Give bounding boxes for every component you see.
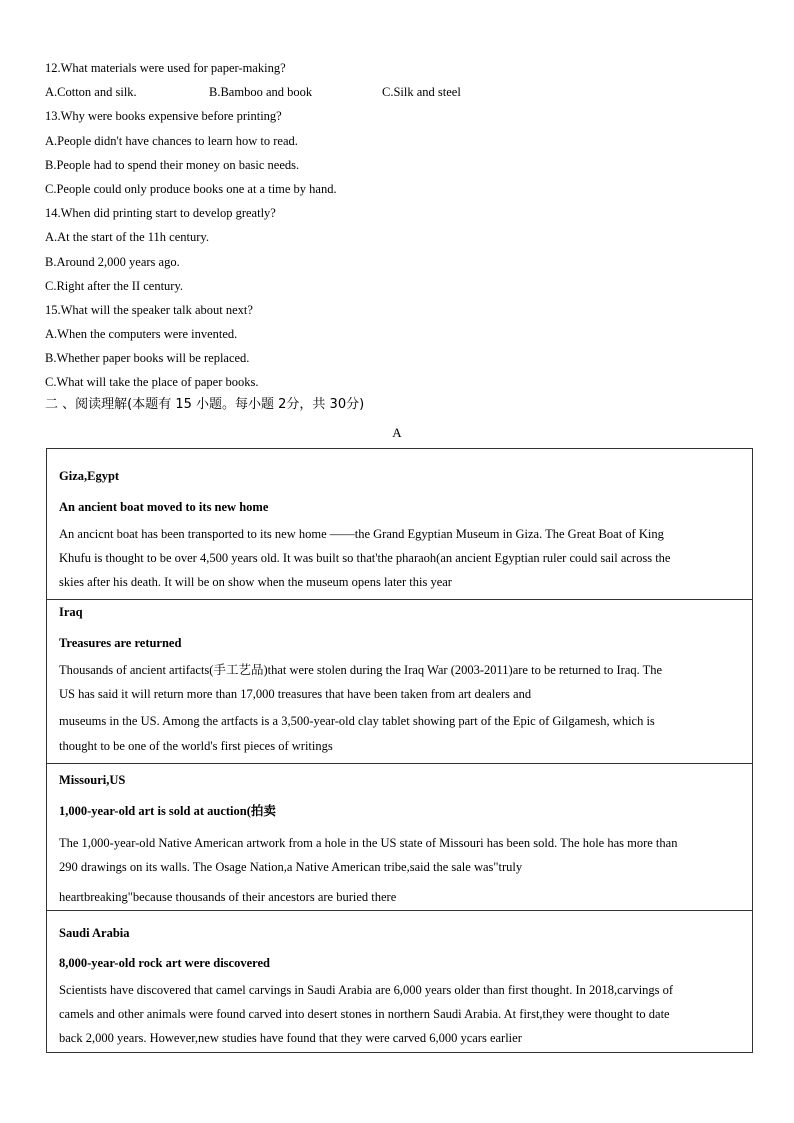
question-15-option-a: A.When the computers were invented. [45,327,238,342]
news-headline: 1,000-year-old art is sold at auction(拍卖 [59,804,276,818]
question-14-stem: 14.When did printing start to develop greatly? [45,206,276,221]
news-text-line: heartbreaking"because thousands of their ancestors are buried there [59,890,397,905]
question-14-option-c: C.Right after the II century. [45,278,184,293]
news-text-line: An ancicnt boat has been transported to its new home ——the Grand Egyptian Museum in Giza. The Great Boat of King [59,527,664,541]
question-13-option-c: C.People could only produce books one at a time by hand. [45,181,337,196]
news-cell-missouri [47,763,752,910]
question-15-stem: 15.What will the speaker talk about next? [45,302,253,317]
news-place: Giza,Egypt [59,469,120,483]
news-headline: An ancient boat moved to its new home [59,500,269,514]
question-14-option-a: A.At the start of the 11h century. [45,230,209,245]
news-cell-iraq [47,599,752,763]
news-text-line: Scientists have discovered that camel carvings in Saudi Arabia are 6,000 years older than first thought. In 2018,carvings of [59,983,674,997]
question-12-option-a: A.Cotton and silk. [45,85,137,100]
news-text-line: The 1,000-year-old Native American artwork from a hole in the US state of Missouri has been sold. The hole has more than [59,836,678,850]
question-13-option-a: A.People didn't have chances to learn how to read. [45,133,298,148]
news-headline: Treasures are returned [59,636,182,650]
listening-questions [45,56,745,395]
news-text-line: Thousands of ancient artifacts(手工艺品)that were stolen during the Iraq War (2003-2011)are to be returned to Iraq. The [59,663,663,677]
part-label: A [392,425,402,440]
news-table [46,448,753,1053]
news-place: Iraq [59,605,83,619]
news-text-line: skies after his death. It will be on show when the museum opens later this year [59,575,452,590]
news-place: Missouri,US [59,773,126,787]
question-14-option-b: B.Around 2,000 years ago. [45,254,180,269]
question-12-option-c: C.Silk and steel [382,85,461,100]
section-title: 二 、阅读理解(本题有 15 小题。每小题 2分，共 30分) [45,397,365,412]
question-12-options [45,80,745,104]
question-13-stem: 13.Why were books expensive before printing? [45,109,282,124]
news-text-line: US has said it will return more than 17,000 treasures that have been taken from art dealers and [59,687,532,702]
question-15-option-b: B.Whether paper books will be replaced. [45,351,250,366]
question-13-option-b: B.People had to spend their money on basic needs. [45,157,300,172]
question-12-option-b: B.Bamboo and book [209,85,313,100]
news-text-line: thought to be one of the world's first pieces of writings [59,738,333,753]
news-cell-giza [47,449,752,599]
news-text-line: camels and other animals were found carved into desert stones in northern Saudi Arabia. At first,they were thought to date [59,1007,670,1022]
news-place: Saudi Arabia [59,926,130,940]
question-12-stem: 12.What materials were used for paper-making? [45,61,286,75]
question-15-option-c: C.What will take the place of paper books. [45,375,259,390]
news-text-line: back 2,000 years. However,new studies have found that they were carved 6,000 ycars earlier [59,1031,522,1046]
news-text-line: 290 drawings on its walls. The Osage Nation,a Native American tribe,said the sale was"truly [59,860,523,875]
news-text-line: museums in the US. Among the artfacts is a 3,500-year-old clay tablet showing part of the Epic of Gilgamesh, which is [59,714,655,729]
news-text-line: Khufu is thought to be over 4,500 years old. It was built so that'the pharaoh(an ancient Egyptian ruler could sail across the [59,551,671,566]
news-cell-saudi-arabia [47,910,752,1052]
news-headline: 8,000-year-old rock art were discovered [59,956,270,970]
